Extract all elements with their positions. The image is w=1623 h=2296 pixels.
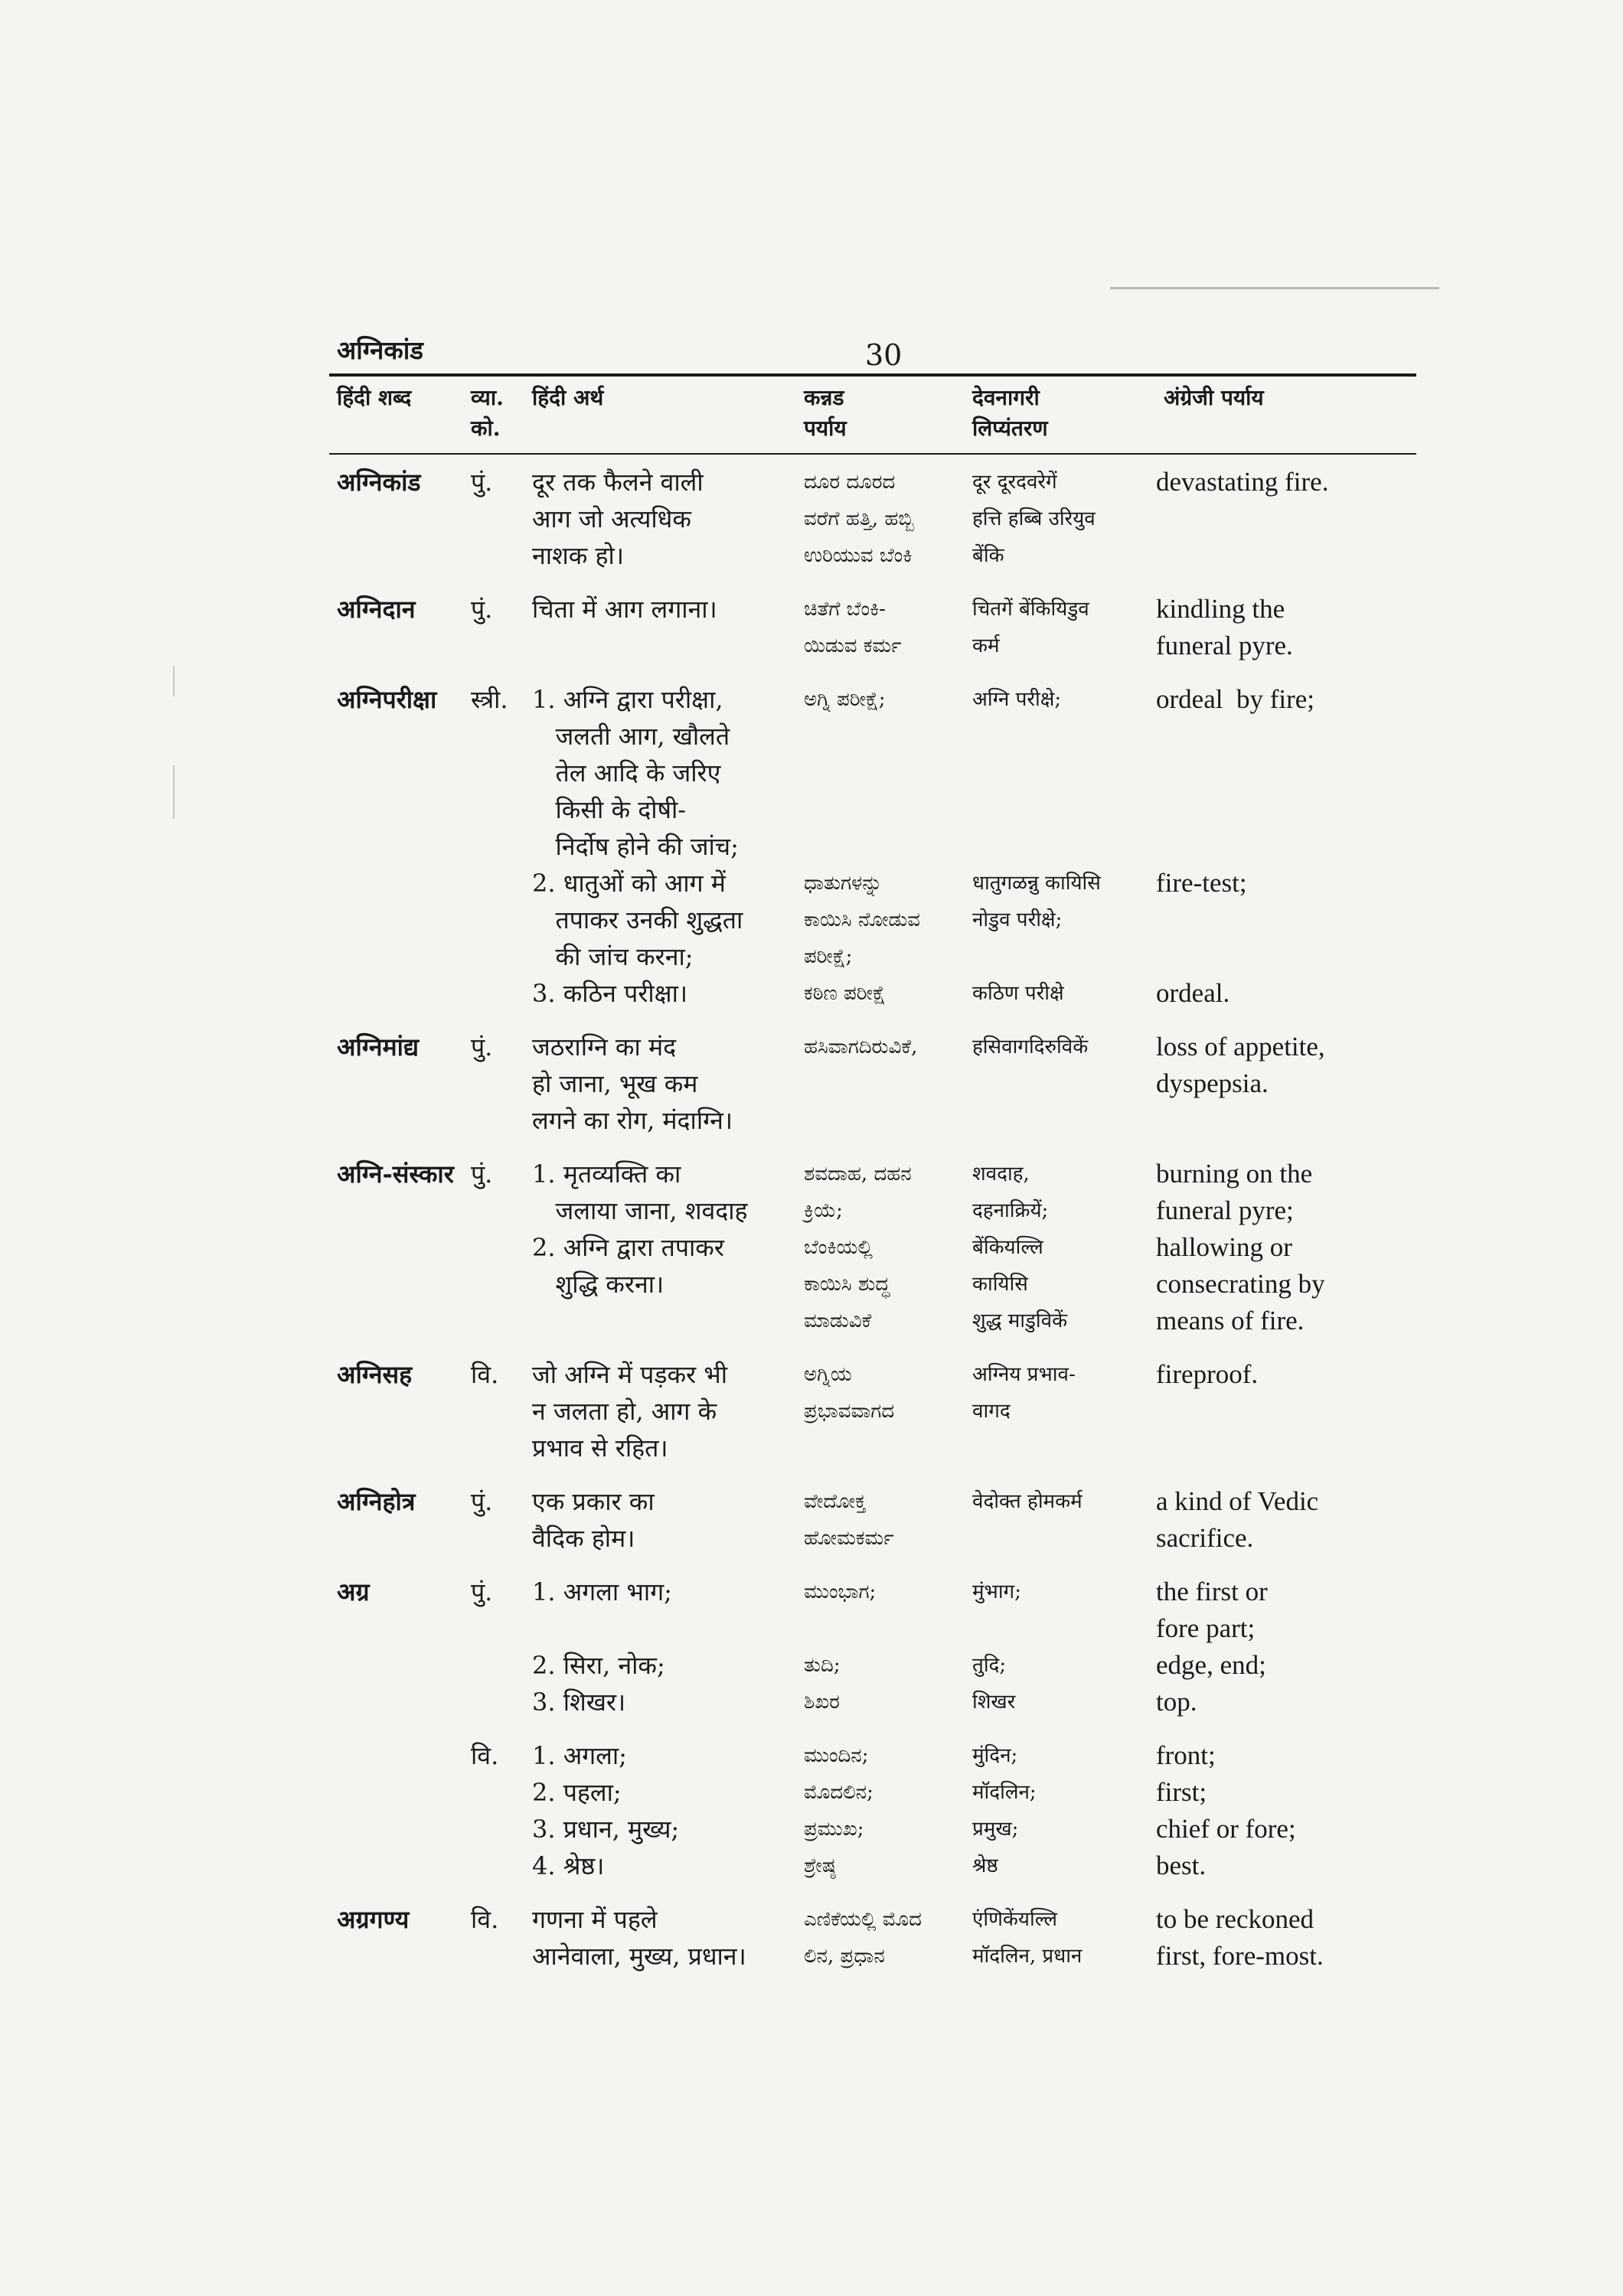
- entry-devanagari: [972, 591, 1156, 664]
- entry-devanagari: [972, 1574, 1156, 1720]
- dictionary-entry: [329, 464, 1416, 574]
- entry-hindi-meaning-line: न जलता हो, आग के: [532, 1397, 717, 1426]
- entry-devanagari: [972, 1156, 1156, 1339]
- entry-english-line: a kind of Vedic: [1156, 1486, 1319, 1516]
- entry-devanagari-line: [972, 718, 1156, 755]
- entry-english-line: top.: [1156, 1687, 1197, 1717]
- entry-kannada-line: ಉರಿಯುವ ಬೆಂಕಿ: [804, 544, 913, 567]
- entry-devanagari-line: वेदोक्त होमकर्म: [972, 1490, 1083, 1513]
- col-devanagari-line2: लिप्यंतरण: [972, 416, 1048, 441]
- entry-hindi-meaning-line: तपाकर उनकी शुद्धता: [532, 905, 743, 934]
- entry-hindi-meaning: [532, 1356, 804, 1466]
- entry-hindi-meaning-line: 2. धातुओं को आग में: [532, 869, 726, 898]
- dictionary-entry: [329, 1356, 1416, 1466]
- entry-devanagari-line: चितगें बेंकियिडुव: [972, 598, 1089, 621]
- col-grammar: [471, 383, 504, 444]
- entry-english-line: fore part;: [1156, 1613, 1256, 1643]
- entry-hindi-meaning-line: जलाया जाना, शवदाह: [532, 1196, 748, 1225]
- entry-hindi-meaning-line: दूर तक फैलने वाली: [532, 468, 704, 497]
- entry-kannada-line: ಹಸಿವಾಗದಿರುವಿಕೆ,: [804, 1035, 918, 1058]
- entry-english: [1156, 464, 1416, 574]
- entry-hindi-meaning-line: गणना में पहले: [532, 1905, 658, 1934]
- dictionary-entry: [329, 1029, 1416, 1139]
- entry-term: अग्निमांद्य: [337, 1032, 420, 1062]
- entry-devanagari-line: कर्म: [972, 634, 1000, 657]
- entry-devanagari: [972, 1356, 1156, 1466]
- entry-hindi-meaning-line: आनेवाला, मुख्य, प्रधान।: [532, 1942, 746, 1971]
- entry-kannada-line: ಅಗ್ನಿ ಪರೀಕ್ಷೆ;: [804, 688, 886, 711]
- entry-kannada-line: ಚಿತೆಗೆ ಬೆಂಕಿ-: [804, 598, 886, 621]
- entry-kannada: [804, 1156, 972, 1339]
- entry-devanagari-line: प्रमुख;: [972, 1818, 1019, 1841]
- entry-kannada-line: ಲಿನ, ಪ್ರಧಾನ: [804, 1945, 885, 1968]
- entry-devanagari-line: अग्निय प्रभाव-: [972, 1363, 1076, 1386]
- entry-kannada-line: ತುದಿ;: [804, 1654, 841, 1677]
- entry-english-line: [1156, 718, 1416, 755]
- entry-english-line: consecrating by: [1156, 1269, 1325, 1299]
- entry-kannada-line: ಕಾಯಿಸಿ ಶುದ್ಧ: [804, 1273, 890, 1296]
- entry-devanagari-line: मॉदलिन, प्रधान: [972, 1945, 1083, 1968]
- entry-hindi-meaning: [532, 1574, 804, 1720]
- entry-hindi-meaning-line: 3. कठिन परीक्षा।: [532, 979, 688, 1008]
- entry-hindi-meaning-line: शुद्धि करना।: [532, 1270, 665, 1299]
- entry-term: अग्निकांड: [337, 468, 421, 497]
- entry-devanagari-line: हत्ति हब्बि उरियुव: [972, 507, 1096, 530]
- scan-mark: [173, 666, 175, 696]
- entry-hindi-meaning: [532, 1901, 804, 1975]
- entry-kannada-line: ಕಠಿಣ ಪರೀಕ್ಷೆ: [804, 982, 886, 1005]
- dictionary-entry: [329, 681, 1416, 1012]
- entry-english: [1156, 1356, 1416, 1466]
- dictionary-entry: [329, 591, 1416, 664]
- entry-english-line: [1156, 828, 1416, 865]
- entry-hindi-meaning: [532, 1156, 804, 1339]
- entry-devanagari-line: अग्नि परीक्षे;: [972, 688, 1062, 711]
- col-grammar-line2: को.: [471, 416, 501, 441]
- entry-hindi-meaning-line: चिता में आग लगाना।: [532, 595, 717, 624]
- entry-english-line: best.: [1156, 1851, 1207, 1880]
- entry-hindi-meaning: [532, 681, 804, 1012]
- entry-devanagari-line: मुंदिन;: [972, 1744, 1018, 1767]
- entry-hindi-meaning-line: प्रभाव से रहित।: [532, 1433, 668, 1463]
- entry-hindi-meaning-line: किसी के दोषी-: [532, 795, 687, 824]
- entry-hindi-meaning-line: 1. अगला भाग;: [532, 1577, 672, 1606]
- entry-hindi-meaning-line: लगने का रोग, मंदाग्नि।: [532, 1106, 733, 1135]
- entry-english-line: to be reckoned: [1156, 1904, 1314, 1934]
- entry-kannada-line: ಪ್ರಭಾವವಾಗದ: [804, 1400, 895, 1423]
- entry-devanagari: [972, 464, 1156, 574]
- entry-hindi-meaning-line: हो जाना, भूख कम: [532, 1069, 698, 1098]
- entry-hindi-meaning-line: वैदिक होम।: [532, 1524, 635, 1553]
- entry-grammar: पुं.: [471, 595, 493, 624]
- dictionary-entry: [329, 1483, 1416, 1557]
- entry-english-line: funeral pyre.: [1156, 631, 1293, 660]
- entry-term: अग्नि-संस्कार: [337, 1159, 454, 1189]
- dictionary-entry: [329, 1574, 1416, 1720]
- entry-kannada-line: ವರೆಗೆ ಹತ್ತಿ, ಹಬ್ಬಿ: [804, 507, 914, 530]
- entry-english: [1156, 1156, 1416, 1339]
- entry-kannada-line: ಧಾತುಗಳನ್ನು: [804, 872, 883, 895]
- entry-hindi-meaning-line: जलती आग, खौलते: [532, 722, 730, 751]
- entry-devanagari-line: कायिसि: [972, 1273, 1028, 1296]
- entry-kannada: [804, 1574, 972, 1720]
- entry-english-line: kindling the: [1156, 594, 1285, 624]
- entry-kannada-line: ಎಣಿಕೆಯಲ್ಲಿ ಮೊದ: [804, 1908, 922, 1931]
- entry-hindi-meaning-line: 2. पहला;: [532, 1778, 622, 1807]
- entry-hindi-meaning-line: नाशक हो।: [532, 541, 624, 570]
- entry-grammar: वि.: [471, 1360, 499, 1389]
- entry-hindi-meaning-line: आग जो अत्यधिक: [532, 504, 691, 533]
- col-grammar-line1: व्या.: [471, 385, 504, 410]
- entry-kannada-line: ಶಿಖರ: [804, 1691, 840, 1714]
- entry-kannada: [804, 1737, 972, 1884]
- entry-kannada-line: ಶವದಾಹ, ದಹನ: [804, 1163, 912, 1186]
- entry-grammar: पुं.: [471, 1159, 493, 1189]
- entry-hindi-meaning-line: जो अग्नि में पड़कर भी: [532, 1360, 728, 1389]
- entry-hindi-meaning: [532, 591, 804, 664]
- entry-grammar: पुं.: [471, 1577, 493, 1606]
- entry-hindi-meaning-line: जठराग्नि का मंद: [532, 1032, 677, 1062]
- dictionary-entry: [329, 1156, 1416, 1339]
- entry-devanagari-line: वागद: [972, 1400, 1011, 1423]
- entry-english-line: loss of appetite,: [1156, 1032, 1325, 1062]
- entry-kannada-line: ದೂರ ದೂರದ: [804, 471, 896, 494]
- entry-grammar: वि.: [471, 1905, 499, 1934]
- entry-hindi-meaning-line: 4. श्रेष्ठ।: [532, 1851, 605, 1880]
- entry-grammar: पुं.: [471, 1487, 493, 1516]
- entry-hindi-meaning-line: 1. अगला;: [532, 1741, 627, 1770]
- entry-devanagari-line: शवदाह,: [972, 1163, 1030, 1186]
- col-kannada-line1: कन्नड: [804, 385, 844, 410]
- entry-devanagari-line: बेंकि: [972, 544, 1004, 567]
- col-kannada-line2: पर्याय: [804, 416, 847, 441]
- entry-english-line: fire-test;: [1156, 868, 1247, 898]
- entry-kannada-line: ಮುಂದಿನ;: [804, 1744, 869, 1767]
- entry-devanagari-line: बेंकियल्लि: [972, 1236, 1043, 1259]
- entry-kannada: [804, 1483, 972, 1557]
- entry-english: [1156, 1483, 1416, 1557]
- col-devanagari-line1: देवनागरी: [972, 385, 1040, 410]
- entry-devanagari: [972, 1029, 1156, 1139]
- entry-hindi-meaning: [532, 1029, 804, 1139]
- entry-english-line: dyspepsia.: [1156, 1068, 1269, 1098]
- entry-english-line: means of fire.: [1156, 1306, 1305, 1336]
- entry-grammar: पुं.: [471, 468, 493, 497]
- entry-kannada-line: [804, 1610, 972, 1647]
- entry-english: [1156, 1029, 1416, 1139]
- entry-devanagari-line: नोडुव परीक्षे;: [972, 908, 1063, 931]
- entry-kannada-line: [804, 791, 972, 828]
- entry-english: [1156, 1737, 1416, 1884]
- col-kannada: [804, 383, 847, 444]
- entry-devanagari-line: दहनाक्रियें;: [972, 1199, 1049, 1222]
- dictionary-entry: [329, 1737, 1416, 1884]
- entry-english-line: [1156, 902, 1416, 938]
- entry-term: अग्र: [337, 1577, 370, 1606]
- entry-kannada: [804, 1901, 972, 1975]
- entry-hindi-meaning-line: की जांच करना;: [532, 942, 694, 971]
- entry-english-line: funeral pyre;: [1156, 1195, 1294, 1225]
- entry-english-line: devastating fire.: [1156, 467, 1329, 497]
- entry-term: अग्रगण्य: [337, 1905, 410, 1934]
- entry-devanagari-line: [972, 1610, 1156, 1647]
- entry-kannada: [804, 591, 972, 664]
- entry-kannada-line: ಪ್ರಮುಖ;: [804, 1818, 864, 1841]
- entry-devanagari: [972, 1483, 1156, 1557]
- entry-term: अग्निदान: [337, 595, 416, 624]
- entry-english-line: ordeal.: [1156, 978, 1230, 1008]
- entry-devanagari-line: एंणिकेंयल्लि: [972, 1908, 1058, 1931]
- entry-devanagari-line: शुद्ध माडुविकें: [972, 1309, 1068, 1332]
- entry-hindi-meaning-line: एक प्रकार का: [532, 1487, 655, 1516]
- entry-english-line: fireproof.: [1156, 1359, 1259, 1389]
- entry-kannada-line: ವೇದೋಕ್ತ: [804, 1490, 867, 1513]
- entry-devanagari: [972, 1737, 1156, 1884]
- entry-kannada-line: ಕಾಯಿಸಿ ನೋಡುವ: [804, 908, 920, 931]
- entry-hindi-meaning-line: तेल आदि के जरिए: [532, 758, 721, 788]
- entry-kannada-line: [804, 828, 972, 865]
- col-devanagari: [972, 383, 1048, 444]
- entry-term: [329, 1737, 471, 1884]
- entry-devanagari-line: धातुगळन्नु कायिसि: [972, 872, 1101, 895]
- entry-kannada-line: [804, 718, 972, 755]
- entry-english-line: the first or: [1156, 1577, 1268, 1606]
- entry-devanagari: [972, 681, 1156, 1012]
- entry-kannada-line: ಯಿಡುವ ಕರ್ಮ: [804, 634, 902, 657]
- entry-devanagari-line: मॉदलिन;: [972, 1781, 1037, 1804]
- entry-english-line: [1156, 791, 1416, 828]
- entry-devanagari-line: [972, 791, 1156, 828]
- entry-english-line: [1156, 755, 1416, 791]
- entry-kannada-line: ಶ್ರೇಷ್ಠ: [804, 1854, 836, 1877]
- entry-hindi-meaning: [532, 1483, 804, 1557]
- entry-hindi-meaning-line: निर्दोष होने की जांच;: [532, 832, 739, 861]
- entry-kannada-line: ಮುಂಭಾಗ;: [804, 1580, 877, 1603]
- entry-kannada-line: ಮೊದಲಿನ;: [804, 1781, 874, 1804]
- entry-list: [329, 464, 1416, 1975]
- entry-devanagari-line: [972, 828, 1156, 865]
- entry-hindi-meaning-line: 3. प्रधान, मुख्य;: [532, 1815, 680, 1844]
- entry-term: अग्निसह: [337, 1360, 413, 1389]
- entry-devanagari-line: शिखर: [972, 1691, 1016, 1714]
- entry-devanagari-line: तुदि;: [972, 1654, 1007, 1677]
- entry-devanagari-line: मुंभाग;: [972, 1580, 1021, 1603]
- entry-english-line: sacrifice.: [1156, 1523, 1254, 1553]
- col-hindi-meaning: हिंदी अर्थ: [532, 385, 604, 410]
- entry-english: [1156, 591, 1416, 664]
- entry-hindi-meaning-line: 2. अग्नि द्वारा तपाकर: [532, 1233, 724, 1262]
- entry-kannada-line: ಬೆಂಕಿಯಲ್ಲಿ: [804, 1236, 873, 1259]
- entry-devanagari-line: हसिवागदिरुविकें: [972, 1035, 1089, 1058]
- entry-term: अग्निहोत्र: [337, 1487, 416, 1516]
- entry-grammar: स्त्री.: [471, 685, 508, 714]
- entry-term: अग्निपरीक्षा: [337, 685, 437, 714]
- running-head: अग्निकांड: [337, 335, 423, 365]
- entry-devanagari-line: दूर दूरदवरेगें: [972, 471, 1057, 494]
- entry-kannada: [804, 1356, 972, 1466]
- scan-mark: [173, 765, 175, 819]
- page-header: [329, 329, 1416, 377]
- entry-kannada-line: ಹೋಮಕರ್ಮ: [804, 1527, 894, 1550]
- entry-devanagari-line: श्रेष्ठ: [972, 1854, 998, 1877]
- entry-kannada: [804, 681, 972, 1012]
- entry-hindi-meaning-line: 2. सिरा, नोक;: [532, 1651, 665, 1680]
- entry-kannada-line: ಮಾಡುವಿಕೆ: [804, 1309, 872, 1332]
- column-headers: [329, 377, 1416, 453]
- entry-hindi-meaning-line: 1. अग्नि द्वारा परीक्षा,: [532, 685, 723, 714]
- entry-kannada-line: ಅಗ್ನಿಯ: [804, 1363, 852, 1386]
- entry-english-line: first;: [1156, 1777, 1207, 1807]
- entry-grammar: पुं.: [471, 1032, 493, 1062]
- entry-english: [1156, 681, 1416, 1012]
- entry-english-line: hallowing or: [1156, 1232, 1292, 1262]
- entry-english-line: [1156, 938, 1416, 975]
- entry-english-line: burning on the: [1156, 1159, 1313, 1189]
- entry-kannada-line: [804, 755, 972, 791]
- col-hindi-word: हिंदी शब्द: [337, 385, 412, 410]
- entry-hindi-meaning: [532, 1737, 804, 1884]
- column-rule: [329, 453, 1416, 455]
- entry-hindi-meaning-line: [532, 1610, 804, 1647]
- entry-english-line: first, fore-most.: [1156, 1941, 1324, 1971]
- header-decorative-rule: [1110, 287, 1439, 289]
- entry-hindi-meaning-line: 3. शिखर।: [532, 1688, 626, 1717]
- entry-devanagari: [972, 1901, 1156, 1975]
- entry-devanagari-line: [972, 755, 1156, 791]
- entry-english: [1156, 1574, 1416, 1720]
- entry-english: [1156, 1901, 1416, 1975]
- entry-hindi-meaning-line: 1. मृतव्यक्ति का: [532, 1159, 681, 1189]
- entry-hindi-meaning: [532, 464, 804, 574]
- entry-grammar: वि.: [471, 1741, 499, 1770]
- entry-english-line: ordeal by fire;: [1156, 684, 1314, 714]
- entry-kannada-line: ಪರೀಕ್ಷೆ;: [804, 945, 853, 968]
- entry-kannada-line: ಕ್ರಿಯೆ;: [804, 1199, 843, 1222]
- entry-english-line: edge, end;: [1156, 1650, 1266, 1680]
- page-number: 30: [865, 338, 903, 372]
- entry-kannada: [804, 464, 972, 574]
- entry-devanagari-line: [972, 938, 1156, 975]
- col-english: अंग्रेजी पर्याय: [1164, 385, 1264, 410]
- dictionary-page: [329, 329, 1416, 1991]
- entry-kannada: [804, 1029, 972, 1139]
- entry-english-line: front;: [1156, 1740, 1216, 1770]
- entry-english-line: chief or fore;: [1156, 1814, 1296, 1844]
- entry-devanagari-line: कठिण परीक्षे: [972, 982, 1064, 1005]
- dictionary-entry: [329, 1901, 1416, 1975]
